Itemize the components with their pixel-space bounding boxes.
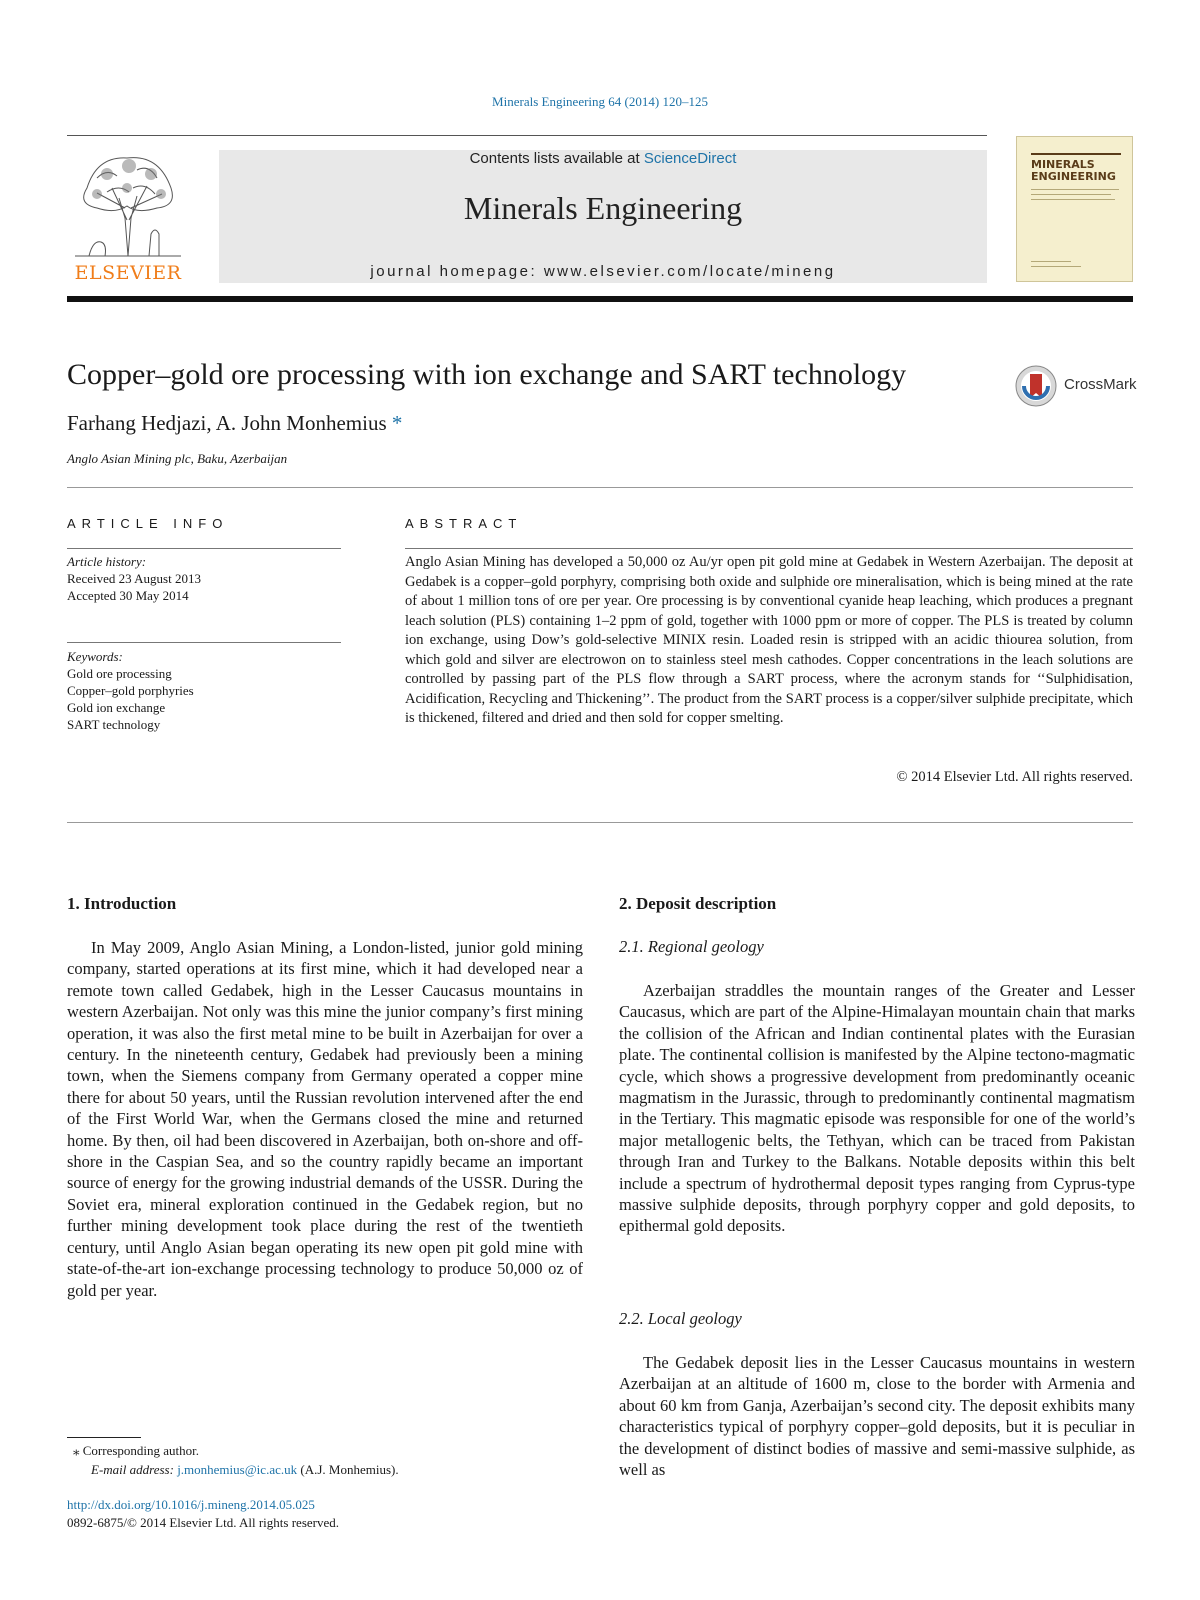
keywords-label: Keywords: (67, 649, 123, 664)
doi-link[interactable]: http://dx.doi.org/10.1016/j.mineng.2014.05.025 (67, 1497, 315, 1512)
cover-title-line-2: ENGINEERING (1031, 170, 1116, 183)
article-authors (67, 411, 402, 436)
keywords-block (67, 648, 341, 733)
article-info-heading: ARTICLE INFO (67, 516, 229, 531)
footnote-rule (67, 1437, 141, 1438)
corresponding-author-mark[interactable]: * (391, 411, 403, 435)
cover-text-line (1031, 189, 1119, 190)
email-label: E-mail address: (91, 1462, 178, 1477)
received-date: Received 23 August 2013 (67, 571, 201, 586)
author-affiliation: Anglo Asian Mining plc, Baku, Azerbaijan (67, 451, 288, 466)
email-footnote (91, 1462, 399, 1478)
keyword-item: Gold ore processing (67, 666, 172, 681)
cover-title-line-1: MINERALS (1031, 158, 1095, 171)
abstract-text: Anglo Asian Mining has developed a 50,000 oz Au/yr open pit gold mine at Gedabek in Western Azerbaijan. The deposit at Gedabek is a copper–gold porphyry, comprising both oxide and sulphide ore mineralisation, which is being mined at the rate of about 1 million tons of ore per year. Ore processing is by conventional cyanide heap leaching, which produces a pregnant leach solution (PLS) containing 1–2 ppm of gold, together with 1000 ppm or more of copper. The PLS is treated by column ion exchange, using Dow’s gold-selective MINIX resin. Loaded resin is stripped with an acidic thiourea solution, from which gold and silver are electrowon on to stainless steel mesh cathodes. Copper concentrations in the leach solutions are controlled by passing part of the PLS flow through a SART process, where the acronym stands for ‘‘Sulphidisation, Acidification, Recycling and Thickening’’. The product from the SART process is a copper/silver sulphide precipitate, which is thickened, filtered and dried and then sold for copper smelting. (405, 554, 1133, 726)
cover-strip (1031, 153, 1121, 155)
subsection-heading-local-geology: 2.2. Local geology (619, 1309, 742, 1328)
journal-citation-link[interactable]: Minerals Engineering 64 (2014) 120–125 (492, 94, 708, 109)
journal-cover-thumbnail[interactable] (1016, 136, 1133, 282)
keyword-item: Copper–gold porphyries (67, 683, 194, 698)
subsection-heading-regional-geology: 2.1. Regional geology (619, 937, 764, 956)
crossmark-label: CrossMark (1064, 376, 1137, 393)
elsevier-logo[interactable] (67, 148, 189, 284)
contents-line (219, 150, 987, 167)
keyword-item: SART technology (67, 717, 161, 732)
divider (67, 822, 1133, 823)
contents-prefix: Contents lists available at (469, 150, 644, 167)
issn-line: 0892-6875/© 2014 Elsevier Ltd. All rights reserved. (67, 1515, 339, 1530)
article-title: Copper–gold ore processing with ion exchange and SART technology (67, 358, 907, 391)
divider (67, 642, 341, 643)
cover-text-line (1031, 261, 1071, 262)
divider (67, 548, 341, 549)
divider (67, 487, 1133, 488)
section-heading-deposit: 2. Deposit description (619, 894, 777, 913)
email-link[interactable]: j.monhemius@ic.ac.uk (177, 1462, 298, 1477)
journal-banner (219, 150, 987, 283)
sciencedirect-link[interactable]: ScienceDirect (643, 150, 737, 167)
author-names: Farhang Hedjazi, A. John Monhemius (67, 411, 387, 435)
divider (405, 548, 1133, 549)
regional-geology-paragraph: Azerbaijan straddles the mountain ranges of the Greater and Lesser Caucasus, which are part of the Alpine-Himalayan mountain chain that marks the collision of the African and Indian continental plates with the Eurasian plate. The continental collision is manifested by the Alpine tectono-magmatic cycle, which shows a progressive development from predominantly oceanic magmatism in the Jurassic, through to predominantly continental magmatism in the Tertiary. This magmatic episode was responsible for one of the world’s major metallogenic belts, the Tethyan, which can be traced from Pakistan through Iran and Turkey to the Balkans. Notable deposits within this belt include a spectrum of hydrothermal deposit types ranging from Cyprus-type massive sulphide deposits, through porphyry copper and gold deposits, to epithermal gold deposits. (619, 981, 1135, 1236)
abstract-copyright: © 2014 Elsevier Ltd. All rights reserved. (896, 769, 1133, 785)
elsevier-wordmark: ELSEVIER (74, 262, 182, 284)
history-label: Article history: (67, 554, 147, 569)
local-geology-body (619, 1352, 1135, 1480)
accepted-date: Accepted 30 May 2014 (67, 588, 189, 603)
introduction-paragraph: In May 2009, Anglo Asian Mining, a London-listed, junior gold mining company, started operations at its first mine, which it had developed near a remote town called Gedabek, high in the Lesser Caucasus mountains in western Azerbaijan. Not only was this mine the junior company’s first mining operation, it was also the first metal mine to be built in Azerbaijan for over a century. In the nineteenth century, Gedabek had previously been a mining town, when the Siemens company from Germany operated a copper mine there for about 50 years, until the Russian revolution intervened after the end of the First World War, when the Germans closed the mine and returned home. By then, oil had been discovered in Azerbaijan, both on-shore and off-shore in the Caspian Sea, and so the country rapidly became an important source of energy for the growing industrial demands of the USSR. During the Soviet era, mineral exploration continued in the Gedabek region, but no further mining development took place during the rest of the twentieth century, until Anglo Asian began operating its new open pit gold mine with state-of-the-art ion-exchange processing technology to produce 50,000 oz of gold per year. (67, 938, 583, 1300)
header-thick-rule (67, 296, 1133, 302)
local-geology-paragraph: The Gedabek deposit lies in the Lesser Caucasus mountains in western Azerbaijan at an altitude of 1600 m, close to the border with Armenia and about 60 km from Ganja, Azerbaijan’s second city. The deposit exhibits many characteristics typical of porphyry copper–gold deposits, but it is peculiar in the development of distinct bodies of massive and semi-massive sulphide, as well as (619, 1353, 1135, 1480)
cover-text-line (1031, 266, 1081, 267)
section-heading-introduction: 1. Introduction (67, 894, 177, 913)
cover-text-line (1031, 194, 1111, 195)
journal-homepage-line (219, 263, 987, 280)
keyword-item: Gold ion exchange (67, 700, 166, 715)
elsevier-tree-icon (67, 148, 189, 260)
cover-title (1031, 159, 1116, 183)
corresponding-author-footnote: ⁎ Corresponding author. (73, 1443, 200, 1458)
abstract-heading: ABSTRACT (405, 516, 523, 531)
crossmark-icon (1014, 364, 1058, 408)
regional-geology-body (619, 980, 1135, 1237)
email-suffix: (A.J. Monhemius). (297, 1462, 399, 1477)
crossmark-badge[interactable] (1014, 364, 1137, 410)
journal-name: Minerals Engineering (463, 190, 743, 226)
homepage-url-link[interactable]: www.elsevier.com/locate/mineng (543, 263, 836, 280)
homepage-prefix: journal homepage: (370, 263, 544, 280)
introduction-body (67, 937, 583, 1301)
cover-text-line (1031, 199, 1115, 200)
header-top-rule (67, 135, 987, 136)
article-history (67, 553, 341, 604)
